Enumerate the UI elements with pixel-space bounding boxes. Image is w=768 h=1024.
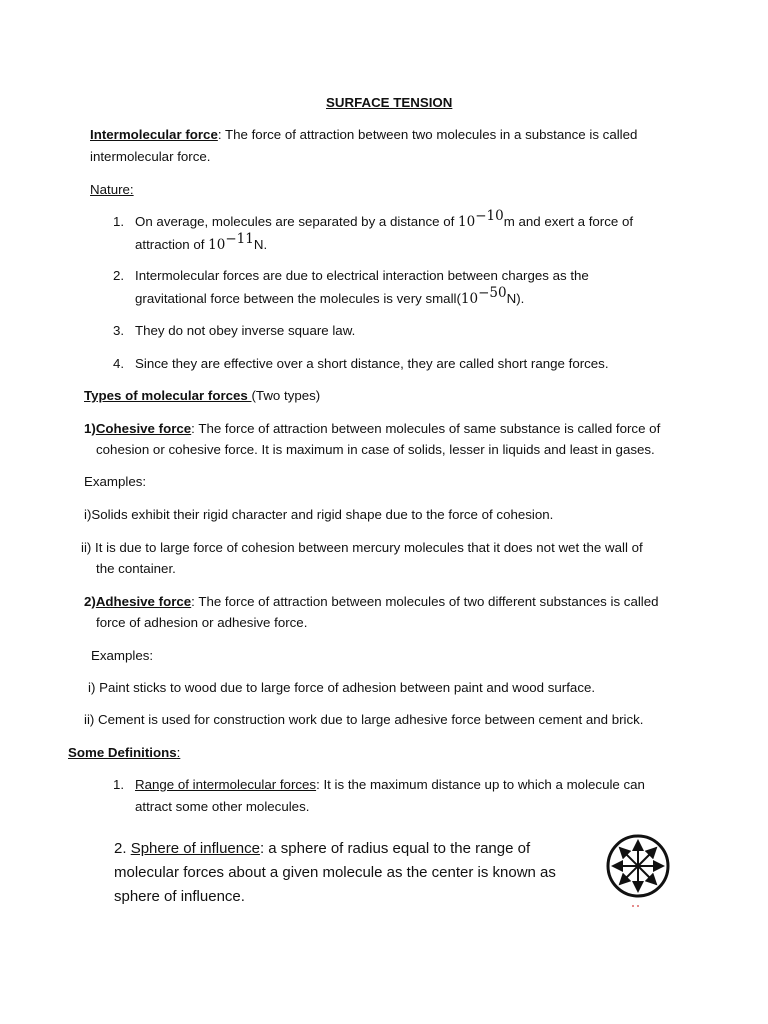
intermolecular-term: Intermolecular force bbox=[90, 127, 218, 142]
nature-item-1-text-b: m and exert a force of bbox=[503, 214, 634, 229]
cohesive-example-1: i)Solids exhibit their rigid character and rigid shape due to the force of cohesion. bbox=[84, 507, 554, 522]
adhesive-def-line2: force of adhesion or adhesive force. bbox=[96, 615, 308, 630]
nature-item-2-power-base: 10 bbox=[460, 291, 479, 307]
adhesive-example-2: ii) Cement is used for construction work due to large adhesive force between cement and brick. bbox=[84, 712, 644, 727]
cohesive-def-line2: cohesion or cohesive force. It is maximum in case of solids, lesser in liquids and least in gases. bbox=[96, 442, 655, 457]
definitions-heading-colon: : bbox=[176, 745, 181, 760]
definition-2-term: Sphere of influence bbox=[130, 840, 260, 857]
definition-2-line3: sphere of influence. bbox=[114, 888, 245, 905]
types-heading: Types of molecular forces bbox=[84, 388, 252, 403]
intermolecular-def-line1 bbox=[90, 126, 637, 144]
cohesive-example-2-line2: the container. bbox=[96, 561, 176, 576]
intermolecular-def-text: : The force of attraction between two molecules in a substance is called bbox=[217, 127, 638, 142]
definition-2-num: 2. bbox=[114, 840, 131, 857]
definition-1-text: : It is the maximum distance up to which a molecule can bbox=[316, 777, 645, 792]
nature-item-1-line2 bbox=[135, 231, 268, 254]
definition-2-text: : a sphere of radius equal to the range of bbox=[259, 840, 531, 857]
nature-item-1-power2-exp: −11 bbox=[225, 231, 254, 247]
sphere-of-influence-icon bbox=[600, 826, 678, 910]
types-heading-rest: (Two types) bbox=[251, 388, 321, 403]
nature-item-1-line1 bbox=[135, 208, 634, 231]
intermolecular-def-line2: intermolecular force. bbox=[90, 149, 211, 164]
figure-mark-dot bbox=[632, 905, 634, 907]
nature-item-4-text: Since they are effective over a short distance, they are called short range forces. bbox=[135, 356, 609, 371]
adhesive-prefix: 2) bbox=[84, 594, 96, 609]
figure-mark-dot bbox=[637, 905, 639, 907]
nature-item-2-line1: Intermolecular forces are due to electrical interaction between charges as the bbox=[135, 268, 589, 283]
nature-item-2-line2 bbox=[135, 285, 525, 308]
nature-heading: Nature: bbox=[90, 182, 134, 197]
adhesive-def-text: : The force of attraction between molecules of two different substances is called bbox=[191, 594, 659, 609]
adhesive-examples-label: Examples: bbox=[91, 648, 154, 663]
definitions-heading: Some Definitions bbox=[68, 745, 177, 760]
nature-item-2-text-b: N). bbox=[506, 291, 525, 306]
page-title: SURFACE TENSION bbox=[326, 95, 453, 110]
definitions-heading-line bbox=[68, 744, 180, 762]
nature-item-1-text-c: attraction of bbox=[135, 237, 209, 252]
cohesive-def-line1 bbox=[84, 420, 660, 438]
nature-item-4-num: 4. bbox=[113, 356, 125, 371]
adhesive-term: Adhesive force bbox=[95, 594, 192, 609]
cohesive-example-2-line1: ii) It is due to large force of cohesion between mercury molecules that it does not wet the wall of bbox=[81, 540, 643, 555]
definition-1-line2: attract some other molecules. bbox=[135, 799, 310, 814]
cohesive-def-text: : The force of attraction between molecules of same substance is called force of bbox=[191, 421, 661, 436]
nature-item-2-num: 2. bbox=[113, 268, 125, 283]
nature-item-1-text-d: N. bbox=[253, 237, 268, 252]
definition-1-num: 1. bbox=[113, 777, 125, 792]
nature-item-1-num: 1. bbox=[113, 214, 125, 229]
nature-item-3-text: They do not obey inverse square law. bbox=[135, 323, 356, 338]
adhesive-example-1: i) Paint sticks to wood due to large force of adhesion between paint and wood surface. bbox=[88, 680, 596, 695]
definition-1-term: Range of intermolecular forces bbox=[135, 777, 317, 792]
cohesive-term: Cohesive force bbox=[95, 421, 192, 436]
definition-2-line1 bbox=[114, 840, 530, 858]
nature-item-1-power-exp: −10 bbox=[475, 208, 504, 224]
nature-item-2-text-a: gravitational force between the molecules is very small( bbox=[135, 291, 461, 306]
cohesive-prefix: 1) bbox=[84, 421, 96, 436]
nature-item-1-power2-base: 10 bbox=[208, 237, 226, 253]
definition-1-line1 bbox=[135, 776, 645, 794]
center-molecule bbox=[636, 864, 641, 869]
cohesive-examples-label: Examples: bbox=[84, 474, 147, 489]
nature-item-2-power-exp: −50 bbox=[478, 285, 507, 301]
adhesive-def-line1 bbox=[84, 593, 659, 611]
nature-item-1-text-a: On average, molecules are separated by a distance of bbox=[135, 214, 459, 229]
types-heading-line bbox=[84, 387, 320, 405]
nature-item-3-num: 3. bbox=[113, 323, 125, 338]
nature-item-1-power-base: 10 bbox=[458, 214, 476, 230]
definition-2-line2: molecular forces about a given molecule as the center is known as bbox=[114, 864, 556, 881]
